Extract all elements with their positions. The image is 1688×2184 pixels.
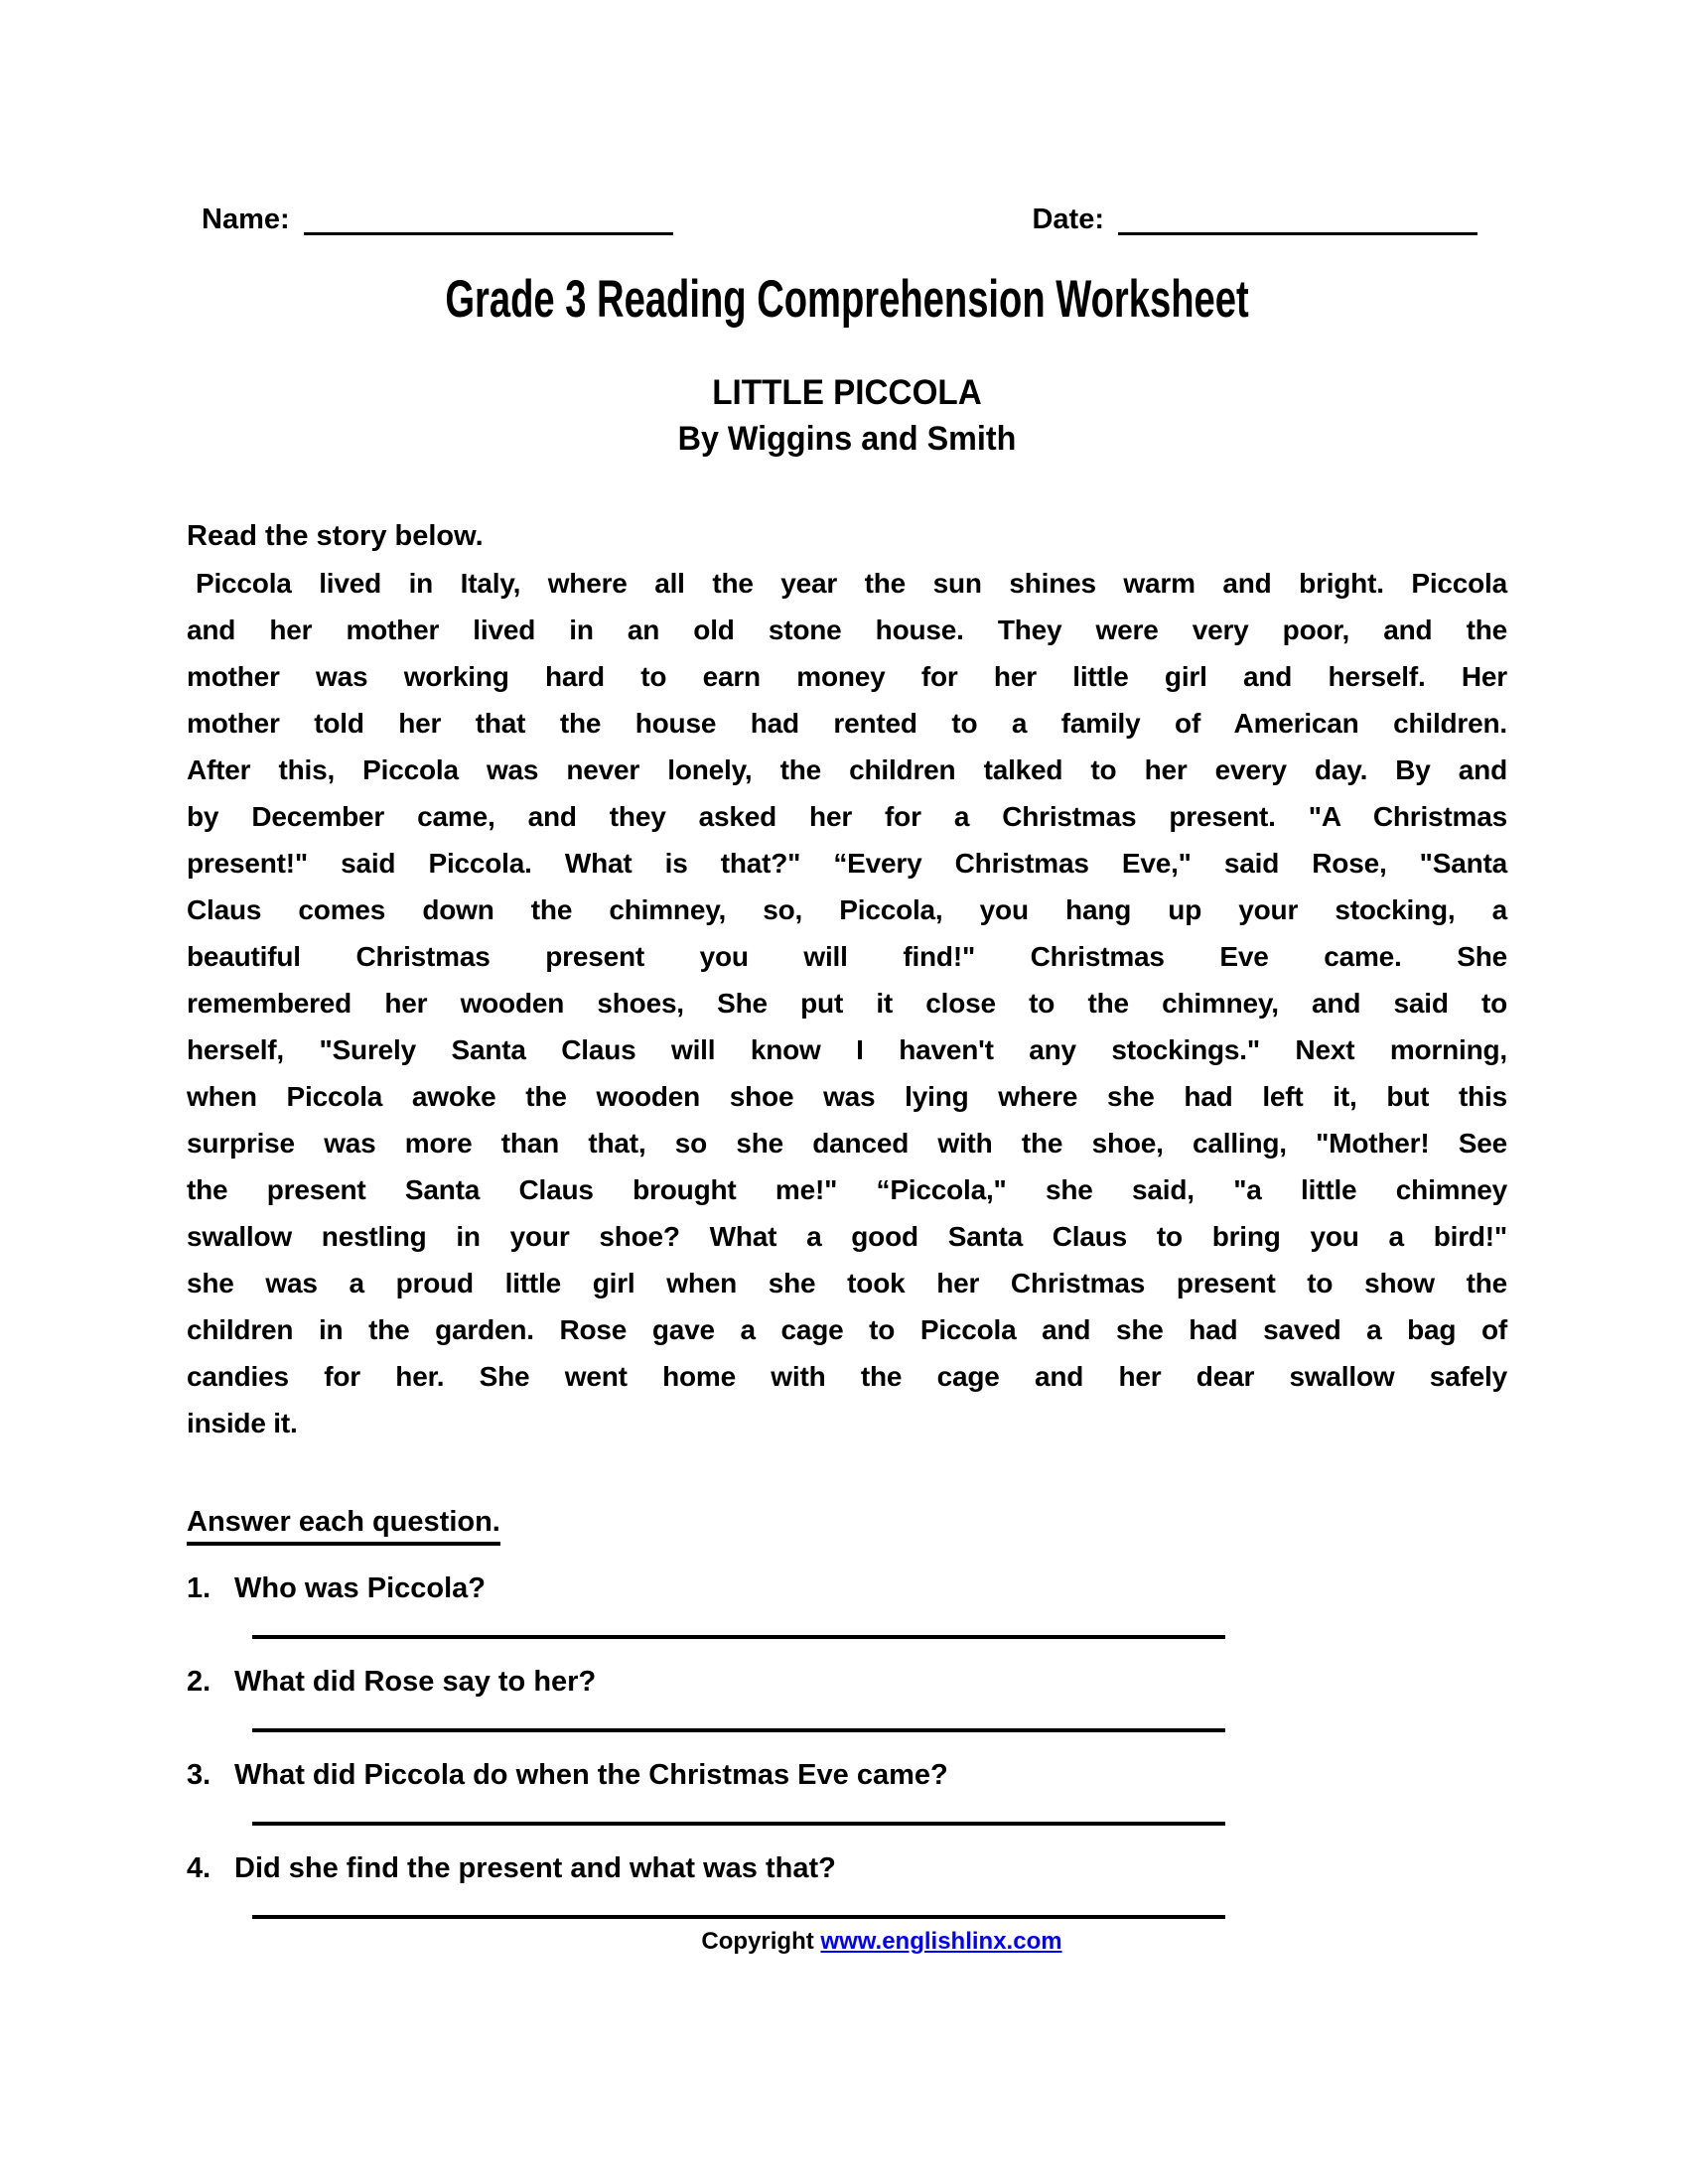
date-field	[1032, 204, 1477, 235]
read-instruction: Read the story below.	[187, 520, 484, 552]
header-row	[187, 204, 1507, 235]
story-line: swallow nestling in your shoe? What a good Santa Claus to bring you a bird!"	[187, 1221, 1507, 1252]
question-item	[187, 1572, 1507, 1639]
story-line: beautiful Christmas present you will find!" Christmas Eve came. She	[187, 941, 1507, 972]
story-author: By Wiggins and Smith	[677, 420, 1017, 458]
story-title: LITTLE PICCOLA	[712, 373, 982, 412]
question	[187, 1852, 1507, 1885]
question	[187, 1572, 1507, 1605]
story-line: present!" said Piccola. What is that?" “Every Christmas Eve," said Rose, "Santa	[187, 848, 1507, 879]
story-line: inside it.	[187, 1408, 298, 1438]
story-line: mother was working hard to earn money for her little girl and herself. Her	[187, 661, 1507, 692]
date-blank-line	[1118, 232, 1477, 235]
question-number: 4.	[187, 1852, 211, 1884]
question-item	[187, 1666, 1507, 1732]
question-number: 3.	[187, 1759, 211, 1791]
question-text: What did Rose say to her?	[234, 1666, 597, 1698]
question-text: What did Piccola do when the Christmas Eve came?	[234, 1759, 948, 1791]
copyright-label: Copyright	[701, 1928, 814, 1955]
name-field	[202, 204, 673, 235]
story-line: and her mother lived in an old stone house. They were very poor, and the	[187, 614, 1507, 645]
answer-blank-line	[252, 1885, 1225, 1919]
question	[187, 1759, 1507, 1792]
date-label: Date:	[1032, 204, 1104, 235]
story-line: After this, Piccola was never lonely, the children talked to her every day. By and	[187, 754, 1507, 785]
footer	[187, 1927, 1507, 1957]
question-item	[187, 1759, 1507, 1826]
story-line: mother told her that the house had rented to a family of American children.	[187, 708, 1507, 739]
story-line: herself, "Surely Santa Claus will know I haven't any stockings." Next morning,	[187, 1034, 1507, 1065]
copyright-link[interactable]: www.englishlinx.com	[820, 1928, 1062, 1955]
worksheet-title: Grade 3 Reading Comprehension Worksheet	[445, 270, 1249, 329]
story-line: surprise was more than that, so she danced with the shoe, calling, "Mother! See	[187, 1128, 1507, 1159]
story-line: Piccola lived in Italy, where all the year the sun shines warm and bright. Piccola	[196, 568, 1507, 599]
story-line: when Piccola awoke the wooden shoe was lying where she had left it, but this	[187, 1081, 1507, 1112]
name-blank-line	[304, 232, 673, 235]
name-label: Name:	[202, 204, 290, 235]
story-line: remembered her wooden shoes, She put it close to the chimney, and said to	[187, 988, 1507, 1019]
answer-section-heading-row	[187, 1506, 1507, 1546]
question-number: 1.	[187, 1572, 211, 1604]
answer-instruction: Answer each question.	[187, 1506, 500, 1546]
story-text	[187, 560, 1507, 1446]
story-line: Claus comes down the chimney, so, Piccola, you hang up your stocking, a	[187, 894, 1507, 925]
story-line: the present Santa Claus brought me!" “Piccola," she said, "a little chimney	[187, 1174, 1507, 1205]
answer-blank-line	[252, 1699, 1225, 1732]
answer-blank-line	[252, 1605, 1225, 1639]
story-line: candies for her. She went home with the cage and her dear swallow safely	[187, 1361, 1507, 1392]
story-line: she was a proud little girl when she took her Christmas present to show the	[187, 1268, 1507, 1298]
question-item	[187, 1852, 1507, 1919]
question-text: Who was Piccola?	[234, 1572, 486, 1604]
question-number: 2.	[187, 1666, 211, 1698]
question	[187, 1666, 1507, 1699]
question-text: Did she find the present and what was that?	[234, 1852, 836, 1884]
answer-blank-line	[252, 1792, 1225, 1826]
story-line: children in the garden. Rose gave a cage to Piccola and she had saved a bag of	[187, 1314, 1507, 1345]
story-line: by December came, and they asked her for a Christmas present. "A Christmas	[187, 801, 1507, 832]
